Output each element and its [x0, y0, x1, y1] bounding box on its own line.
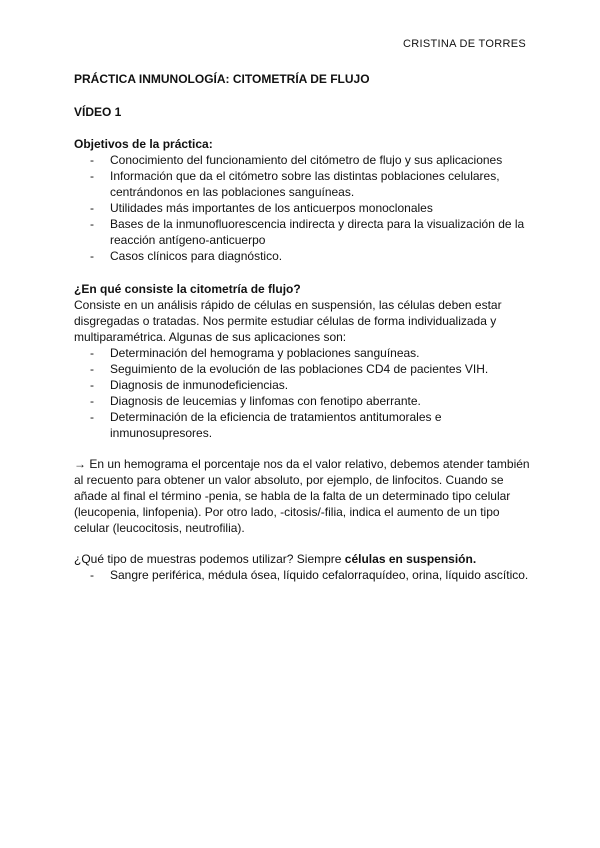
samples-question-line: [74, 551, 534, 567]
list-item: - Determinación del hemograma y poblaciones sanguíneas.: [74, 345, 534, 361]
cytometry-heading: ¿En qué consiste la citometría de flujo?: [74, 282, 301, 296]
list-item: - Casos clínicos para diagnóstico.: [74, 248, 534, 264]
list-item: - Diagnosis de leucemias y linfomas con fenotipo aberrante.: [74, 393, 534, 409]
list-item: - Bases de la inmunofluorescencia indirecta y directa para la visualización de la reacción antígeno-anticuerpo: [74, 216, 534, 248]
cytometry-paragraph: Consiste en un análisis rápido de células en suspensión, las células deben estar disgregadas o tratadas. Nos permite estudiar células de forma individualizada y multiparamétrica. Algunas de sus aplicaciones son:: [74, 298, 502, 344]
list-item: - Conocimiento del funcionamiento del citómetro de flujo y sus aplicaciones: [74, 152, 534, 168]
list-item: - Sangre periférica, médula ósea, líquido cefalorraquídeo, orina, líquido ascítico.: [74, 567, 534, 583]
video-heading: VÍDEO 1: [74, 105, 122, 119]
author-name: CRISTINA DE TORRES: [403, 38, 526, 50]
hemogram-note: → En un hemograma el porcentaje nos da el valor relativo, debemos atender también al recuento para obtener un valor absoluto, por ejemplo, de linfocitos. Cuando se añade al final el término -penia, se habla de la falta de un determinado tipo celular (leucopenia, linfopenia). Por otro lado, -citosis/-filia, indica el aumento de un tipo celular (leucocitosis, neutrofilia).: [74, 457, 530, 535]
objectives-heading: Objetivos de la práctica:: [74, 137, 213, 151]
hemogram-note-section: [74, 456, 534, 536]
list-item: - Información que da el citómetro sobre las distintas poblaciones celulares, centrándonos en las poblaciones sanguíneas.: [74, 168, 534, 200]
objectives-section: [74, 136, 534, 264]
list-item: - Utilidades más importantes de los anticuerpos monoclonales: [74, 200, 534, 216]
applications-list: [74, 345, 534, 441]
objectives-list: [74, 152, 534, 264]
list-item: - Seguimiento de la evolución de las poblaciones CD4 de pacientes VIH.: [74, 361, 534, 377]
list-item: - Determinación de la eficiencia de tratamientos antitumorales e inmunosupresores.: [74, 409, 534, 441]
list-item: - Diagnosis de inmunodeficiencias.: [74, 377, 534, 393]
samples-list: [74, 567, 534, 583]
samples-section: [74, 551, 534, 583]
samples-question: ¿Qué tipo de muestras podemos utilizar? Siempre: [74, 552, 345, 566]
document-title: PRÁCTICA INMUNOLOGÍA: CITOMETRÍA DE FLUJO: [74, 72, 370, 86]
samples-answer: células en suspensión.: [344, 552, 477, 566]
cytometry-section: [74, 281, 534, 441]
